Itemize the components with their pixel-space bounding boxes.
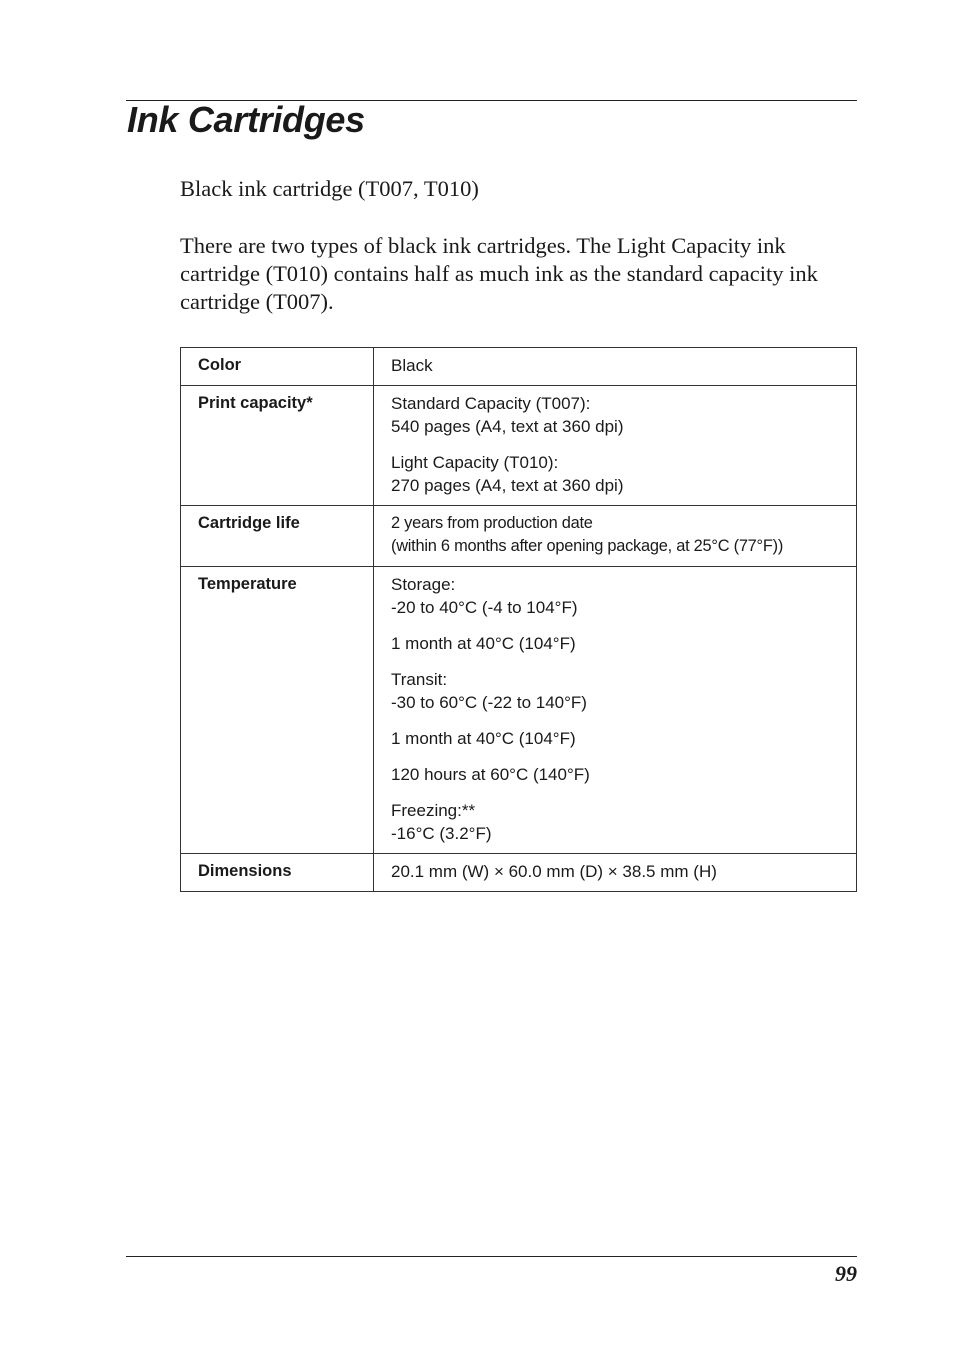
table-row-print-capacity	[181, 386, 857, 506]
intro-paragraph: There are two types of black ink cartridges. The Light Capacity ink cartridge (T010) contains half as much ink as the standard capacity ink cartridge (T007).	[180, 233, 818, 314]
table-row-dimensions	[181, 854, 857, 892]
row-label-cartridge-life: Cartridge life	[181, 506, 374, 567]
value-paragraph: 1 month at 40°C (104°F)	[391, 729, 576, 748]
spec-table	[180, 347, 857, 892]
section-subtitle: Black ink cartridge (T007, T010)	[180, 176, 479, 201]
row-label-temperature: Temperature	[181, 567, 374, 854]
value-paragraph: 2 years from production date (within 6 months after opening package, at 25°C (77°F))	[391, 514, 784, 555]
table-row-color	[181, 348, 857, 386]
row-value-cartridge-life	[374, 506, 857, 567]
row-value-print-capacity	[374, 386, 857, 506]
value-paragraph: Black	[391, 356, 433, 375]
table-row-temperature	[181, 567, 857, 854]
row-value-temperature	[374, 567, 857, 854]
value-paragraph: Standard Capacity (T007): 540 pages (A4, text at 360 dpi)	[391, 394, 624, 436]
row-label-dimensions: Dimensions	[181, 854, 374, 892]
value-paragraph: 20.1 mm (W) × 60.0 mm (D) × 38.5 mm (H)	[391, 862, 717, 881]
footer-rule	[126, 1256, 857, 1257]
table-row-cartridge-life	[181, 506, 857, 567]
value-paragraph: Storage: -20 to 40°C (-4 to 104°F)	[391, 575, 578, 617]
page-title: Ink Cartridges	[127, 99, 365, 140]
row-label-color: Color	[181, 348, 374, 386]
row-value-dimensions	[374, 854, 857, 892]
row-label-print-capacity: Print capacity*	[181, 386, 374, 506]
value-paragraph: Light Capacity (T010): 270 pages (A4, text at 360 dpi)	[391, 453, 624, 495]
value-paragraph: 120 hours at 60°C (140°F)	[391, 765, 590, 784]
page-number: 99	[835, 1261, 857, 1286]
value-paragraph: 1 month at 40°C (104°F)	[391, 634, 576, 653]
value-paragraph: Transit: -30 to 60°C (-22 to 140°F)	[391, 670, 587, 712]
value-paragraph: Freezing:** -16°C (3.2°F)	[391, 801, 492, 843]
row-value-color	[374, 348, 857, 386]
